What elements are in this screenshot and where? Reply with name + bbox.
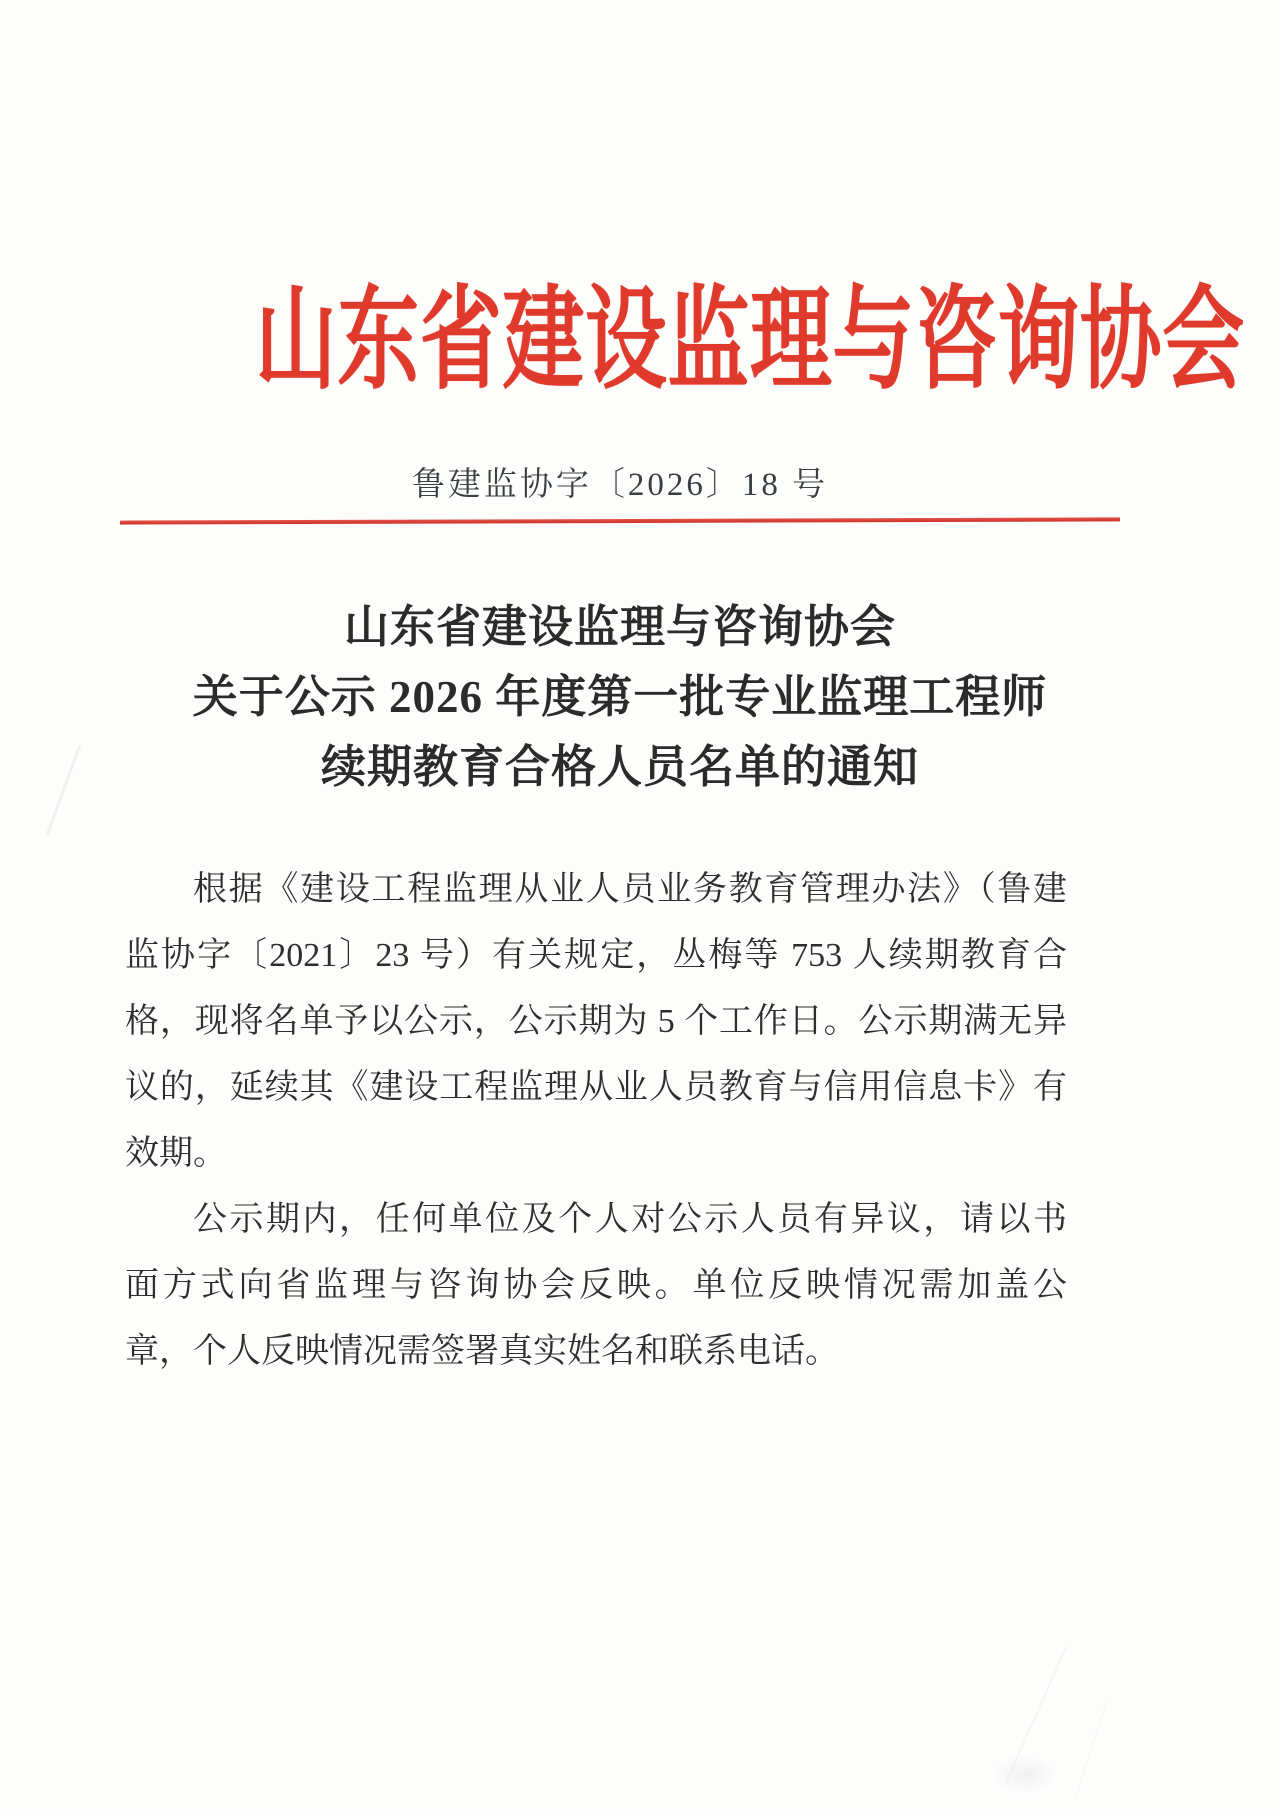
doc-title-line-2: 关于公示 2026 年度第一批专业监理工程师: [192, 672, 1048, 722]
body-text: [125, 857, 1067, 1385]
scan-smudge-artifact: [990, 1755, 1060, 1795]
red-divider-rule: [120, 517, 1120, 524]
doc-title: [120, 592, 1120, 802]
paragraph-2: [125, 1187, 1067, 1385]
body-line: 效期。: [125, 1135, 227, 1172]
scan-streak-artifact: [46, 744, 82, 835]
body-line: 面方式向省监理与咨询协会反映。单位反映情况需加盖公: [125, 1267, 1067, 1304]
scan-streak-artifact: [1005, 1646, 1068, 1784]
body-line: 格，现将名单予以公示，公示期为 5 个工作日。公示期满无异: [125, 1003, 1067, 1040]
body-line: 公示期内，任何单位及个人对公示人员有异议，请以书: [193, 1201, 1067, 1238]
paragraph-1: [125, 857, 1067, 1187]
doc-title-line-3: 续期教育合格人员名单的通知: [320, 742, 919, 792]
org-masthead: 山东省建设监理与咨询协会: [255, 279, 1245, 404]
doc-number: 鲁建监协字〔2026〕18 号: [411, 467, 829, 503]
body-line: 议的，延续其《建设工程监理从业人员教育与信用信息卡》有: [125, 1069, 1067, 1106]
body-line: 根据《建设工程监理从业人员业务教育管理办法》（鲁建: [193, 871, 1067, 908]
scan-streak-artifact: [1075, 1702, 1108, 1798]
body-line: 章，个人反映情况需签署真实姓名和联系电话。: [125, 1333, 839, 1370]
doc-title-line-1: 山东省建设监理与咨询协会: [343, 602, 896, 652]
body-line: 监协字〔2021〕23 号）有关规定，丛梅等 753 人续期教育合: [125, 937, 1067, 974]
